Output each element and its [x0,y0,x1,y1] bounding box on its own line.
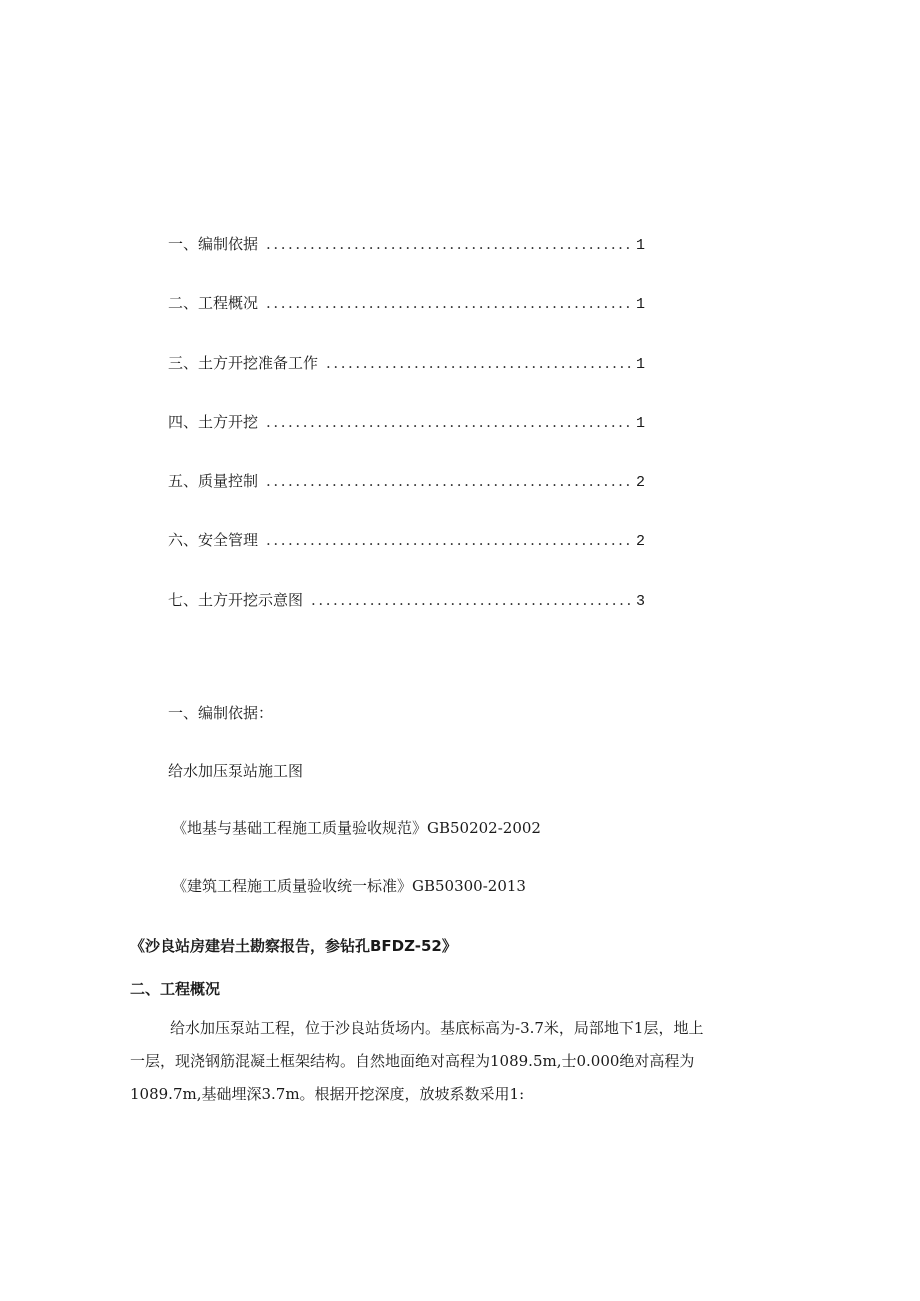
toc-entry-page: 1 [635,237,645,254]
toc-entry-page: 3 [635,592,645,610]
toc-entry[interactable] [168,232,645,291]
toc-leader-dots [266,469,634,493]
toc-entry-title: 二、工程概况 [168,294,259,313]
toc-entry[interactable] [168,469,645,528]
toc-leader-dots [266,410,634,434]
toc-entry-page: 2 [635,533,645,551]
toc-entry-title: 七、土方开挖示意图 [168,590,304,609]
toc-leader-dots [266,291,634,315]
toc-leader-dots [266,232,634,256]
toc-entry[interactable] [168,588,645,647]
toc-entry-title: 三、土方开挖准备工作 [168,353,319,372]
toc-entry-title: 五、质量控制 [168,472,259,491]
toc-leader-dots [311,588,634,612]
toc-entry[interactable] [168,410,645,469]
reference-item: 给水加压泵站施工图 [168,762,304,780]
toc-entry-title: 一、编制依据 [168,235,259,253]
section1-heading: 一、编制依据： [168,704,274,722]
toc-entry-title: 四、土方开挖 [168,412,259,431]
project-overview-paragraph [130,1012,798,1111]
toc-entry-page: 2 [635,474,645,492]
section2-heading: 二、工程概况 [130,980,221,998]
table-of-contents [168,232,645,647]
toc-entry-title: 六、安全管理 [168,531,259,550]
toc-leader-dots [326,351,634,375]
toc-entry-page: 1 [635,355,645,373]
toc-entry[interactable] [168,528,645,587]
toc-leader-dots [266,528,634,552]
paragraph-line: 一层，现浇钢筋混凝土框架结构。自然地面绝对高程为1089.5m,士0.000绝对高程为 [130,1052,695,1070]
toc-entry-page: 1 [635,414,645,432]
toc-entry[interactable] [168,291,645,350]
paragraph-line: 给水加压泵站工程，位于沙良站货场内。基底标高为-3.7米，局部地下1层，地上 [170,1019,704,1037]
toc-entry-page: 1 [635,296,645,314]
toc-entry[interactable] [168,351,645,410]
survey-report-reference: 《沙良站房建岩土勘察报告，参钻孔BFDZ-52》 [130,937,457,955]
reference-item: 《建筑工程施工质量验收统一标准》GB50300-2013 [172,877,526,895]
paragraph-line: 1089.7m,基础埋深3.7m。根据开挖深度，放坡系数采用1: [130,1085,525,1103]
reference-item: 《地基与基础工程施工质量验收规范》GB50202-2002 [172,819,541,837]
